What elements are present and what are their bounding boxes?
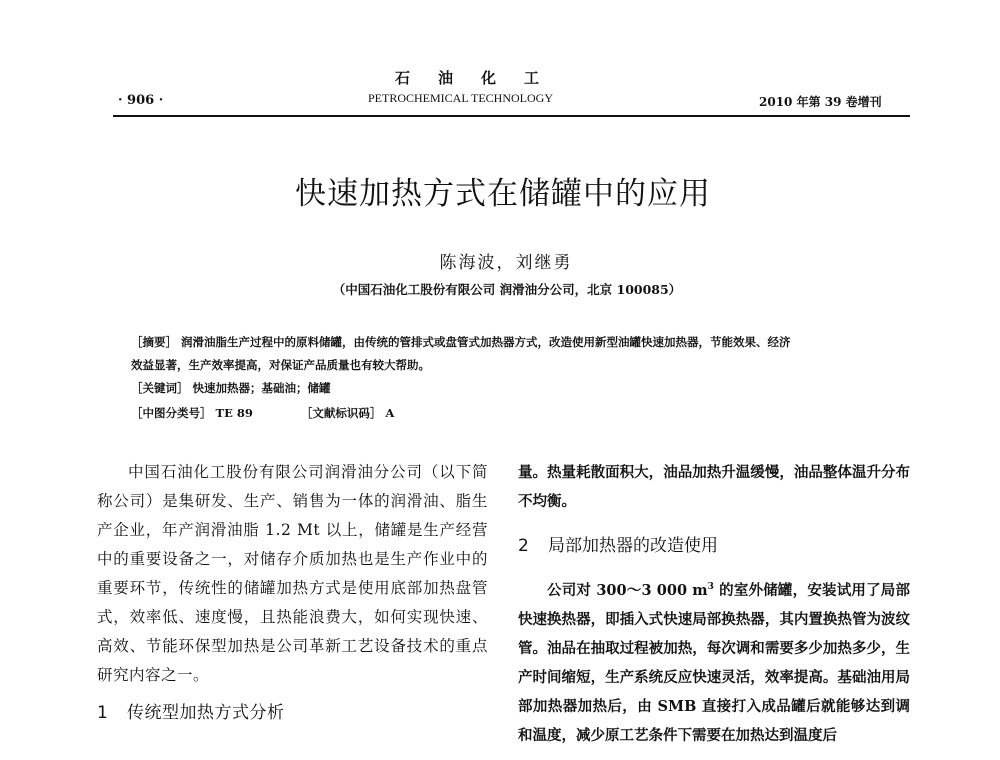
section-2-text-b: 的室外储罐，安装试用了局部快速换热器，即插入式快速局部换热器，其内置换热管为波纹管。油品在抽取过程被加热，每次调和需要多少加热多少，生产时间缩短，生产系统反应快速灵活，效率提高。基础油用局部加热器加热后，由 SMB 直接打入成品罐后就能够达到调和温度，减少原工艺条件下需要在加热达到温度后 <box>518 581 910 744</box>
section-2-title: 局部加热器的改造使用 <box>548 536 718 556</box>
intro-paragraph: 中国石油化工股份有限公司润滑油分公司（以下简称公司）是集研发、生产、销售为一体的润滑油、脂生产企业，年产润滑油脂 1.2 Mt 以上，储罐是生产经营中的重要设备之一，对储存介质加热也是生产作业中的重要环节，传统性的储罐加热方式是使用底部加热盘管式，效率低、速度慢，且热能浪费大，如何实现快速、高效、节能环保型加热是公司革新工艺设备技术的重点研究内容之一。 <box>97 463 488 684</box>
section-2-number: 2 <box>518 536 529 556</box>
class-label: ［中图分类号］ <box>131 406 212 420</box>
keywords-line <box>131 380 331 396</box>
article-authors: 陈海波，刘继勇 <box>439 253 573 273</box>
section-2-superscript: 3 <box>707 582 714 592</box>
section-2-paragraph <box>518 573 910 750</box>
abstract-line-2 <box>131 357 430 373</box>
keywords-text: 快速加热器；基础油；储罐 <box>192 381 331 395</box>
abstract-line-1 <box>131 334 791 350</box>
class-value: TE 89 <box>215 406 253 420</box>
section-2-heading <box>518 532 910 561</box>
header-rule <box>113 115 910 117</box>
article-affiliation: （中国石油化工股份有限公司 润滑油分公司，北京 100085） <box>332 282 682 297</box>
journal-title-en: PETROCHEMICAL TECHNOLOGY <box>368 91 553 105</box>
abstract-text-2: 效益显著，生产效率提高，对保证产品质量也有较大帮助。 <box>131 358 430 372</box>
abstract-label: ［摘要］ <box>131 335 177 349</box>
journal-title-cn: 石油化工 <box>395 69 568 87</box>
continued-paragraph: 量。热量耗散面积大，油品加热升温缓慢，油品整体温升分布不均衡。 <box>518 464 910 510</box>
article-title: 快速加热方式在储罐中的应用 <box>295 176 711 212</box>
doc-code-label: ［文献标识码］ <box>300 406 382 420</box>
doc-code-value: A <box>385 406 395 420</box>
body-left-column <box>97 458 488 728</box>
issue-info: 2010 年第 39 卷增刊 <box>759 95 882 109</box>
abstract-text-1: 润滑油脂生产过程中的原料储罐，由传统的管排式或盘管式加热器方式，改造使用新型油罐快速加热器，节能效果、经济 <box>181 335 791 349</box>
keywords-label: ［关键词］ <box>131 381 189 395</box>
page-number: · 906 · <box>118 93 164 108</box>
section-1-heading <box>97 699 488 728</box>
body-right-column <box>518 458 910 750</box>
section-1-title: 传统型加热方式分析 <box>127 703 285 723</box>
section-2-text-a: 公司对 300～3 000 m <box>547 581 708 599</box>
classification-line <box>131 405 394 421</box>
section-1-number: 1 <box>97 703 109 723</box>
